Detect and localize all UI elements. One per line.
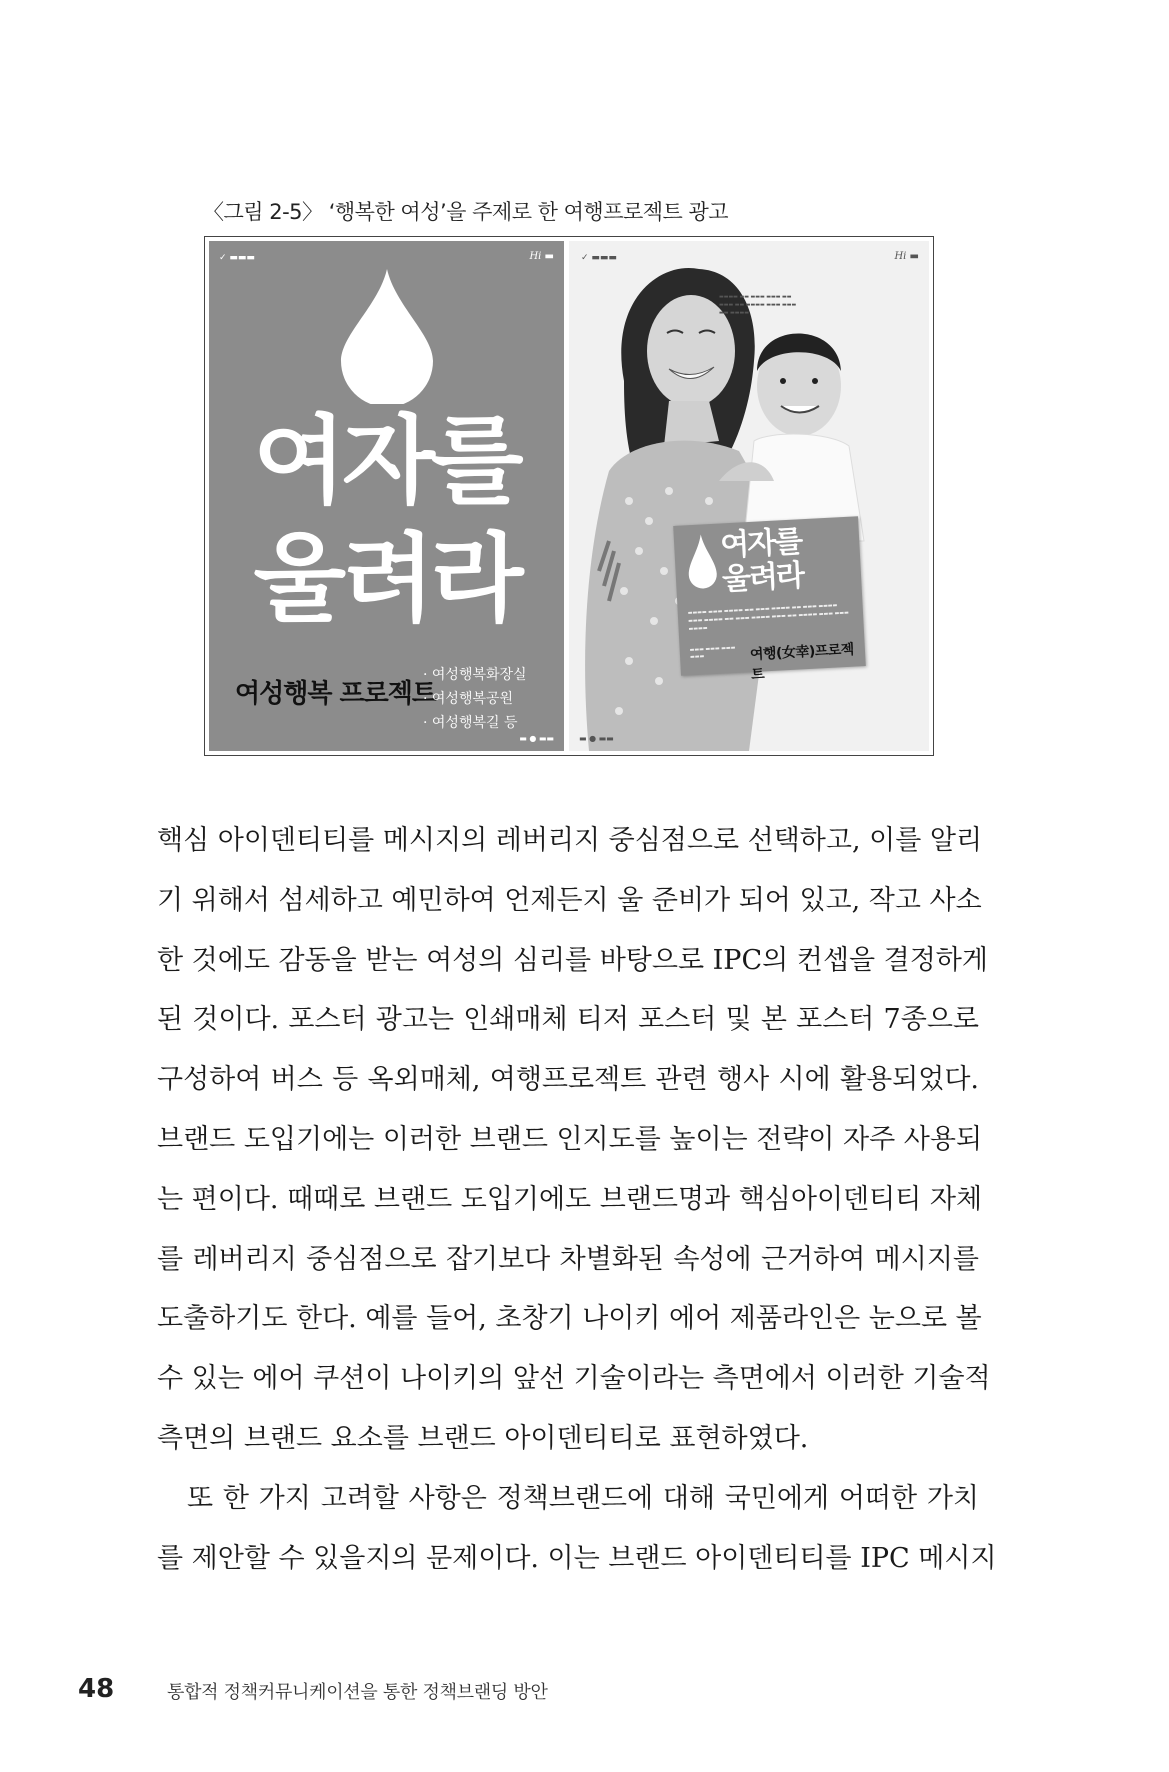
sign-headline-line-2: 울려라	[721, 558, 804, 598]
held-sign	[673, 516, 866, 684]
body-line: 측면의 브랜드 요소를 브랜드 아이덴티티로 표현하였다.	[157, 1422, 809, 1454]
body-line: 핵심 아이덴티티를 메시지의 레버리지 중심점으로 선택하고, 이를 알리	[157, 825, 983, 856]
body-line: 는 편이다. 때때로 브랜드 도입기에도 브랜드명과 핵심아이덴티티 자체	[157, 1183, 983, 1215]
headline-line-2: 울려라	[253, 523, 520, 635]
body-line: 를 레버리지 중심점으로 잡기보다 차별화된 속성에 근거하여 메시지를	[157, 1243, 979, 1275]
sign-headline-line-1: 여자를	[719, 524, 803, 564]
bullet-item: · 여성행복공원	[423, 691, 514, 707]
figure-image	[204, 236, 934, 756]
running-title: 통합적 정책커뮤니케이션을 통한 정책브랜딩 방안	[167, 1682, 548, 1703]
body-line: 한 것에도 감동을 받는 여성의 심리를 바탕으로 IPC의 컨셉을 결정하게	[157, 944, 988, 976]
page-number: 48	[78, 1674, 115, 1704]
bullet-item: · 여성행복화장실	[423, 667, 527, 683]
bullet-list	[423, 663, 527, 735]
seoul-logo: ✓ ▬▬▬	[581, 253, 617, 263]
body-text	[157, 811, 997, 1588]
sign-fine-print: ▬▬▬▬ ▬▬▬ ▬▬▬▬ ▬▬ ▬▬▬ ▬▬▬▬ ▬▬ ▬▬▬ ▬▬▬▬ ▬▬▬ ▬▬▬▬ ▬▬ ▬▬▬ ▬▬▬▬ ▬▬▬ ▬▬ ▬▬▬▬ ▬▬▬ ▬▬▬ ▬▬▬▬	[687, 602, 849, 633]
sign-project-name: 여행(女幸)프로젝트	[749, 641, 855, 684]
figure-caption: 〈그림 2-5〉 ‘행복한 여성’을 주제로 한 여행프로젝트 광고	[203, 200, 729, 224]
right-poster	[569, 241, 929, 751]
body-line: 도출하기도 한다. 예를 들어, 초창기 나이키 에어 제품라인은 눈으로 볼	[157, 1303, 982, 1335]
hi-seoul-logo: Hi ▬	[529, 251, 554, 262]
body-line: 된 것이다. 포스터 광고는 인쇄매체 티저 포스터 및 본 포스터 7종으로	[157, 1004, 979, 1036]
body-line: 를 제안할 수 있을지의 문제이다. 이는 브랜드 아이덴티티를 IPC 메시지	[157, 1542, 997, 1574]
body-line: 브랜드 도입기에는 이러한 브랜드 인지도를 높이는 전략이 자주 사용되	[157, 1123, 983, 1155]
seoul-logo: ✓ ▬▬▬	[219, 253, 255, 263]
mother-child-photo	[569, 241, 929, 751]
bullet-item: · 여성행복길 등	[423, 715, 518, 731]
water-drop-icon	[686, 534, 719, 595]
body-line: 또 한 가지 고려할 사항은 정책브랜드에 대해 국민에게 어떠한 가치	[187, 1482, 979, 1514]
body-line: 기 위해서 섬세하고 예민하여 언제든지 울 준비가 되어 있고, 작고 사소	[157, 884, 982, 916]
project-name: 여성행복 프로젝트	[235, 679, 436, 709]
body-line: 수 있는 에어 쿠션이 나이키의 앞선 기술이라는 측면에서 이러한 기술적	[157, 1363, 991, 1395]
sign-subtitle: ▬▬▬ ▬▬▬ ▬▬▬ ▬▬▬	[689, 644, 736, 661]
left-poster	[209, 241, 564, 751]
headline-line-1: 여자를	[253, 405, 520, 517]
sponsor-logo: ▬ ● ▬▬	[519, 734, 554, 743]
sponsor-logo: ▬ ● ▬▬	[579, 734, 614, 743]
water-drop-icon	[337, 269, 437, 404]
fine-print: ▬▬▬▬ ▬▬ ▬▬▬ ▬▬▬ ▬▬ ▬▬▬ ▬▬ ▬▬▬▬ ▬▬▬ ▬▬▬ ▬▬ ▬▬▬▬	[719, 294, 797, 316]
body-line: 구성하여 버스 등 옥외매체, 여행프로젝트 관련 행사 시에 활용되었다.	[157, 1064, 979, 1096]
hi-seoul-logo: Hi ▬	[894, 251, 919, 262]
